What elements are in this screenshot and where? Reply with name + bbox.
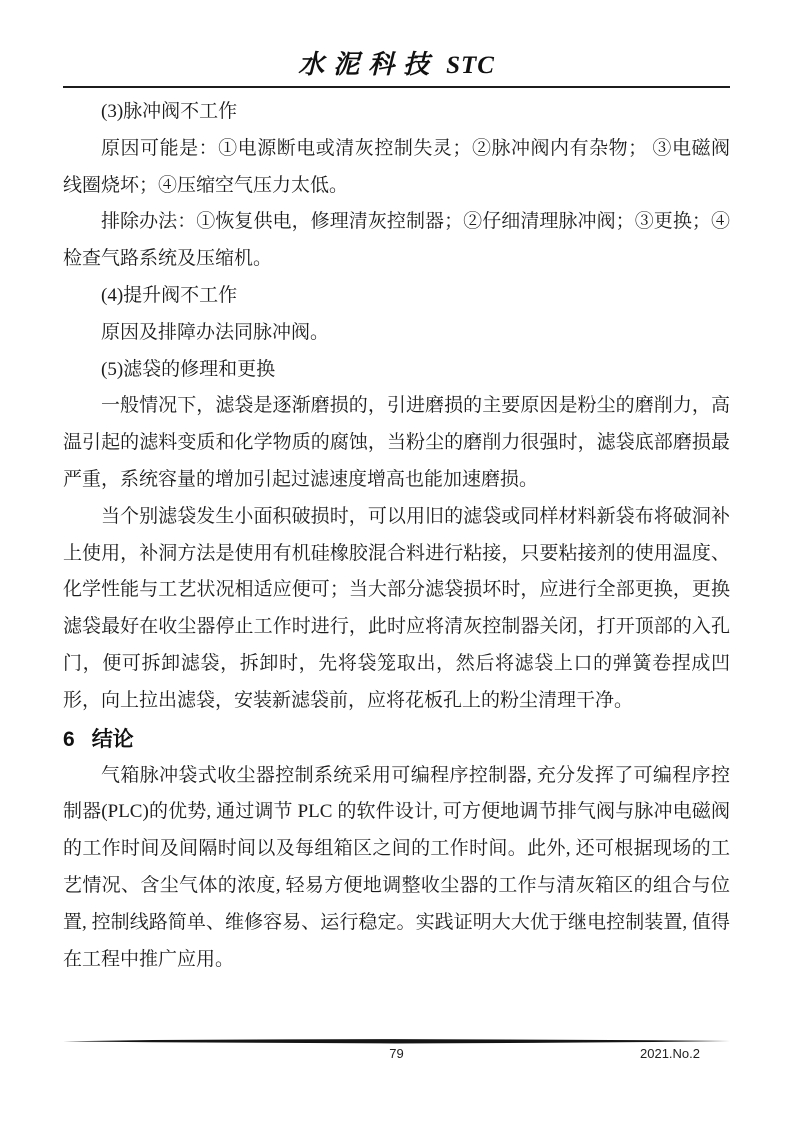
- body-paragraph: 排除办法：①恢复供电，修理清灰控制器；②仔细清理脉冲阀；③更换；④检查气路系统及压缩机。: [63, 211, 730, 270]
- body-paragraph: 原因及排障办法同脉冲阀。: [101, 321, 330, 343]
- section-number: 6: [63, 727, 75, 751]
- body-paragraph: 一般情况下，滤袋是逐渐磨损的，引进磨损的主要原因是粉尘的磨削力，高温引起的滤料变质和化学物质的腐蚀，当粉尘的磨削力很强时，滤袋底部磨损最严重，系统容量的增加引起过滤速度增高也能加速磨损。: [63, 395, 730, 490]
- header-divider: [63, 86, 730, 88]
- journal-title: [0, 44, 793, 81]
- issue-label: 2021.No.2: [640, 1046, 700, 1061]
- footer-divider: [63, 1038, 730, 1045]
- body-paragraph: 当个别滤袋发生小面积破损时，可以用旧的滤袋或同样材料新袋布将破洞补上使用，补洞方法是使用有机硅橡胶混合料进行粘接，只要粘接剂的使用温度、化学性能与工艺状况相适应便可；当大部分滤袋损坏时，应进行全部更换，更换滤袋最好在收尘器停止工作时进行，此时应将清灰控制器关闭，打开顶部的入孔门，便可拆卸滤袋，拆卸时，先将袋笼取出，然后将滤袋上口的弹簧卷捏成凹形，向上拉出滤袋，安装新滤袋前，应将花板孔上的粉尘清理干净。: [63, 505, 730, 711]
- body-paragraph: 气箱脉冲袋式收尘器控制系统采用可编程序控制器, 充分发挥了可编程序控制器(PLC)的优势, 通过调节 PLC 的软件设计, 可方便地调节排气阀与脉冲电磁阀的工作时间及间隔时间以及每组箱区之间的工作时间。此外, 还可根据现场的工艺情况、含尘气体的浓度, 轻易方便地调整收尘器的工作与清灰箱区的组合与位置, 控制线路简单、维修容易、运行稳定。实践证明大大优于继电控制装置, 值得在工程中推广应用。: [63, 764, 730, 970]
- page-number: 79: [389, 1046, 404, 1061]
- content: [63, 94, 730, 978]
- body-paragraph: 原因可能是：①电源断电或清灰控制失灵；②脉冲阀内有杂物； ③电磁阀线圈烧坏；④压缩空气压力太低。: [63, 137, 730, 196]
- body-paragraph: (5)滤袋的修理和更换: [101, 358, 276, 380]
- journal-title-en: STC: [446, 52, 495, 79]
- section-title: 结论: [91, 727, 134, 751]
- section-heading: [63, 722, 730, 758]
- body-paragraph: (4)提升阀不工作: [101, 284, 238, 306]
- journal-title-cn: 水泥科技: [298, 50, 439, 79]
- body-paragraph: (3)脉冲阀不工作: [101, 101, 238, 122]
